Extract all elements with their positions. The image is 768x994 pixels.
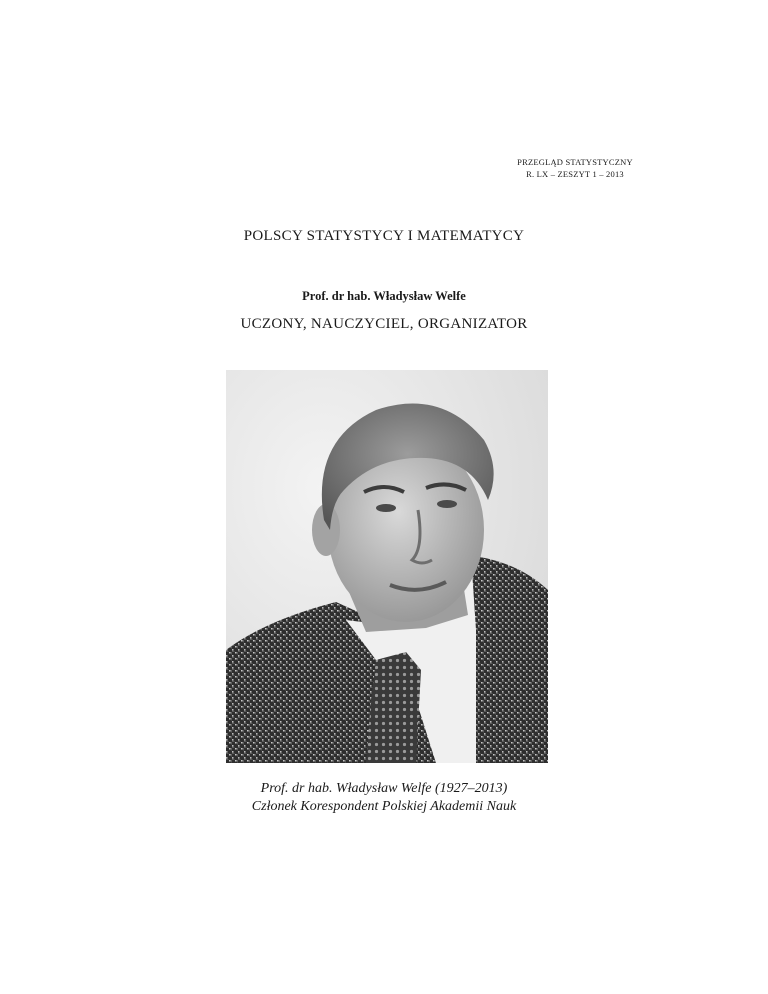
portrait-photo bbox=[226, 370, 548, 763]
author-title: Prof. dr hab. Władysław Welfe bbox=[302, 289, 466, 303]
journal-name: PRZEGLĄD STATYSTYCZNY bbox=[517, 157, 633, 167]
journal-issue: R. LX – ZESZYT 1 – 2013 bbox=[526, 169, 624, 179]
portrait-illustration bbox=[226, 370, 548, 763]
photo-caption bbox=[0, 780, 768, 816]
caption-line-2: Członek Korespondent Polskiej Akademii Nauk bbox=[251, 799, 517, 814]
caption-line-1: Prof. dr hab. Władysław Welfe (1927–2013) bbox=[260, 781, 508, 796]
article-subtitle: UCZONY, NAUCZYCIEL, ORGANIZATOR bbox=[240, 316, 528, 332]
section-title: POLSCY STATYSTYCY I MATEMATYCY bbox=[243, 228, 525, 244]
journal-header bbox=[480, 156, 670, 180]
